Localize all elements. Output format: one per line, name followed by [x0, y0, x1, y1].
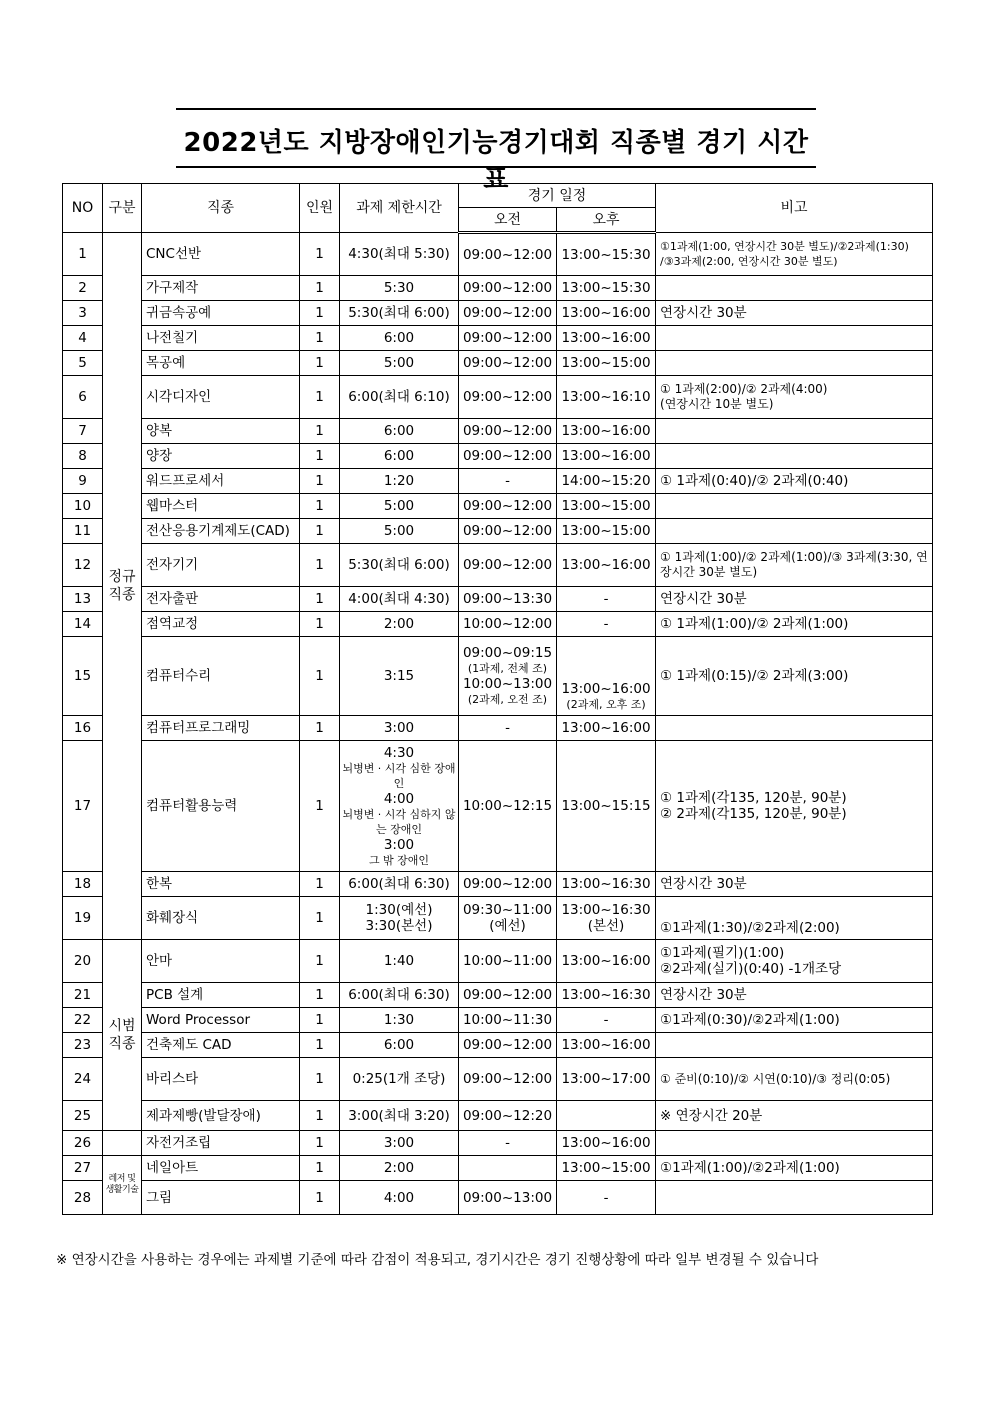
- cell-trade: CNC선반: [142, 233, 300, 276]
- cell-am: [459, 1156, 557, 1181]
- cell-trade: 전자기기: [142, 544, 300, 587]
- cell-people: 1: [300, 1131, 340, 1156]
- table-row: [63, 1008, 933, 1033]
- cell-people: 1: [300, 741, 340, 872]
- cell-trade: PCB 설계: [142, 983, 300, 1008]
- header-category: 구분: [103, 184, 142, 233]
- cell-people: 1: [300, 1033, 340, 1058]
- cell-limit: 3:00(최대 3:20): [340, 1101, 459, 1131]
- footnote: ※ 연장시간을 사용하는 경우에는 과제별 기준에 따라 감점이 적용되고, 경기시간은 경기 진행상황에 따라 일부 변경될 수 있습니다: [56, 1252, 819, 1268]
- cell-no: 5: [63, 351, 103, 376]
- table-row: [63, 233, 933, 276]
- cell-trade: 전산응용기계제도(CAD): [142, 519, 300, 544]
- cell-am: 09:00~13:00: [459, 1181, 557, 1215]
- cell-am: 09:00~12:00: [459, 301, 557, 326]
- cell-trade: 그림: [142, 1181, 300, 1215]
- cell-note: [656, 519, 933, 544]
- title-box: [176, 108, 816, 195]
- cell-am: 09:00~12:00: [459, 1058, 557, 1101]
- cell-am: 09:00~09:15 (1과제, 전체 조) 10:00~13:00 (2과제, 오전 조): [459, 637, 557, 716]
- table-row: [63, 741, 933, 872]
- table-row: [63, 519, 933, 544]
- cell-limit: 5:30(최대 6:00): [340, 301, 459, 326]
- cell-pm: -: [557, 612, 656, 637]
- table-row: [63, 544, 933, 587]
- cell-am: 09:00~12:00: [459, 1033, 557, 1058]
- cell-people: 1: [300, 376, 340, 419]
- cell-note: [656, 494, 933, 519]
- cell-limit: 2:00: [340, 612, 459, 637]
- category-regular: 정규 직종: [103, 233, 142, 940]
- cell-limit: 4:00: [340, 1181, 459, 1215]
- cell-no: 2: [63, 276, 103, 301]
- cell-no: 19: [63, 897, 103, 940]
- cell-note: ① 1과제(0:15)/② 2과제(3:00): [656, 637, 933, 716]
- table-row: [63, 716, 933, 741]
- cell-no: 18: [63, 872, 103, 897]
- cell-pm: 13:00~15:00: [557, 1156, 656, 1181]
- cell-pm: 14:00~15:20: [557, 469, 656, 494]
- cell-note: ① 준비(0:10)/② 시연(0:10)/③ 정리(0:05): [656, 1058, 933, 1101]
- header-remarks: 비고: [656, 184, 933, 233]
- cell-people: 1: [300, 494, 340, 519]
- cell-note: ①1과제(필기)(1:00) ②2과제(실기)(0:40) -1개조당: [656, 940, 933, 983]
- table-row: [63, 983, 933, 1008]
- cell-pm: 13:00~15:30: [557, 233, 656, 276]
- table-row: [63, 1156, 933, 1181]
- header-pm: 오후: [557, 208, 656, 233]
- cell-pm: 13:00~16:30 (본선): [557, 897, 656, 940]
- cell-am: 10:00~11:00: [459, 940, 557, 983]
- cell-no: 21: [63, 983, 103, 1008]
- cell-no: 22: [63, 1008, 103, 1033]
- cell-trade: 양복: [142, 419, 300, 444]
- cell-trade: 안마: [142, 940, 300, 983]
- cell-trade: 네일아트: [142, 1156, 300, 1181]
- cell-am: 09:00~12:00: [459, 351, 557, 376]
- table-row: [63, 587, 933, 612]
- cell-pm: 13:00~15:30: [557, 276, 656, 301]
- cell-pm: 13:00~16:00: [557, 716, 656, 741]
- cell-trade: 가구제작: [142, 276, 300, 301]
- cell-pm: 13:00~16:00: [557, 419, 656, 444]
- cell-am: 09:00~12:00: [459, 544, 557, 587]
- cell-no: 28: [63, 1181, 103, 1215]
- cell-limit: 6:00: [340, 444, 459, 469]
- cell-no: 24: [63, 1058, 103, 1101]
- cell-am: 09:00~12:00: [459, 419, 557, 444]
- table-row: [63, 1033, 933, 1058]
- cell-limit: 3:00: [340, 1131, 459, 1156]
- cell-trade: 나전칠기: [142, 326, 300, 351]
- table-row: [63, 376, 933, 419]
- cell-trade: 컴퓨터활용능력: [142, 741, 300, 872]
- cell-trade: 바리스타: [142, 1058, 300, 1101]
- cell-trade: 제과제빵(발달장애): [142, 1101, 300, 1131]
- cell-trade: 워드프로세서: [142, 469, 300, 494]
- cell-no: 17: [63, 741, 103, 872]
- cell-note: ①1과제(1:00)/②2과제(1:00): [656, 1156, 933, 1181]
- cell-people: 1: [300, 1101, 340, 1131]
- cell-pm: 13:00~17:00: [557, 1058, 656, 1101]
- cell-no: 8: [63, 444, 103, 469]
- cell-note: [656, 444, 933, 469]
- cell-people: 1: [300, 351, 340, 376]
- cell-limit: 1:40: [340, 940, 459, 983]
- cell-limit: 6:00(최대 6:10): [340, 376, 459, 419]
- cell-note: ①1과제(1:00, 연장시간 30분 별도)/②2과제(1:30) /③3과제(2:00, 연장시간 30분 별도): [656, 233, 933, 276]
- table-row: [63, 1101, 933, 1131]
- cell-pm: 13:00~16:00: [557, 1131, 656, 1156]
- cell-trade: 화훼장식: [142, 897, 300, 940]
- cell-people: 1: [300, 872, 340, 897]
- cell-pm: 13:00~15:15: [557, 741, 656, 872]
- schedule-table: [62, 183, 933, 1215]
- cell-am: 09:00~12:00: [459, 233, 557, 276]
- cell-no: 13: [63, 587, 103, 612]
- table-row: [63, 637, 933, 716]
- header-am: 오전: [459, 208, 557, 233]
- cell-note: [656, 326, 933, 351]
- cell-no: 3: [63, 301, 103, 326]
- cell-trade: 컴퓨터수리: [142, 637, 300, 716]
- cell-am: 09:30~11:00 (예선): [459, 897, 557, 940]
- cell-note: [656, 276, 933, 301]
- cell-note: ① 1과제(0:40)/② 2과제(0:40): [656, 469, 933, 494]
- cell-limit: 5:30: [340, 276, 459, 301]
- cell-pm: 13:00~16:00: [557, 940, 656, 983]
- table-row: [63, 940, 933, 983]
- page-title: 2022년도 지방장애인기능경기대회 직종별 경기 시간표: [183, 128, 809, 195]
- cell-no: 15: [63, 637, 103, 716]
- cell-limit: 5:00: [340, 519, 459, 544]
- table-row: [63, 469, 933, 494]
- cell-trade: 웹마스터: [142, 494, 300, 519]
- cell-note: 연장시간 30분: [656, 587, 933, 612]
- cell-am: 09:00~12:00: [459, 494, 557, 519]
- cell-trade: 점역교정: [142, 612, 300, 637]
- header-no: NO: [63, 184, 103, 233]
- cell-pm: 13:00~16:00 (2과제, 오후 조): [557, 637, 656, 716]
- cell-trade: 전자출판: [142, 587, 300, 612]
- cell-people: 1: [300, 587, 340, 612]
- cell-trade: 자전거조립: [142, 1131, 300, 1156]
- table-row: [63, 872, 933, 897]
- cell-people: 1: [300, 1156, 340, 1181]
- cell-limit: 6:00: [340, 419, 459, 444]
- cell-note: 연장시간 30분: [656, 301, 933, 326]
- cell-note: [656, 351, 933, 376]
- table-row: [63, 301, 933, 326]
- cell-limit: 6:00(최대 6:30): [340, 872, 459, 897]
- cell-am: 09:00~13:30: [459, 587, 557, 612]
- cell-pm: [557, 1101, 656, 1131]
- cell-am: 09:00~12:00: [459, 326, 557, 351]
- cell-pm: 13:00~16:00: [557, 301, 656, 326]
- cell-note: [656, 1181, 933, 1215]
- cell-no: 27: [63, 1156, 103, 1181]
- cell-pm: 13:00~16:00: [557, 1033, 656, 1058]
- cell-am: -: [459, 1131, 557, 1156]
- cell-people: 1: [300, 716, 340, 741]
- cell-people: 1: [300, 983, 340, 1008]
- table-row: [63, 419, 933, 444]
- cell-limit: 4:00(최대 4:30): [340, 587, 459, 612]
- cell-am: 10:00~12:00: [459, 612, 557, 637]
- cell-limit: 2:00: [340, 1156, 459, 1181]
- category-leisure: 레저 및 생활기술: [103, 1156, 142, 1215]
- cell-limit: 3:00: [340, 716, 459, 741]
- table-row: [63, 351, 933, 376]
- table-row: [63, 276, 933, 301]
- cell-pm: 13:00~16:00: [557, 544, 656, 587]
- cell-trade: 목공예: [142, 351, 300, 376]
- cell-pm: -: [557, 1008, 656, 1033]
- cell-trade: 귀금속공예: [142, 301, 300, 326]
- cell-no: 1: [63, 233, 103, 276]
- cell-pm: -: [557, 587, 656, 612]
- cell-limit: 5:00: [340, 351, 459, 376]
- cell-people: 1: [300, 612, 340, 637]
- table-row: [63, 897, 933, 940]
- cell-note: 연장시간 30분: [656, 872, 933, 897]
- cell-no: 25: [63, 1101, 103, 1131]
- cell-limit: 5:00: [340, 494, 459, 519]
- cell-no: 7: [63, 419, 103, 444]
- cell-no: 6: [63, 376, 103, 419]
- category-trial: 시범 직종: [103, 940, 142, 1131]
- cell-note: [656, 419, 933, 444]
- cell-no: 12: [63, 544, 103, 587]
- cell-no: 4: [63, 326, 103, 351]
- cell-limit: 4:30 뇌병변 · 시각 심한 장애인 4:00 뇌병변 · 시각 심하지 않는 장애인 3:00 그 밖 장애인: [340, 741, 459, 872]
- cell-note: [656, 716, 933, 741]
- cell-note: [656, 1033, 933, 1058]
- cell-limit: 1:20: [340, 469, 459, 494]
- category-blank: [103, 1131, 142, 1156]
- cell-am: 09:00~12:00: [459, 444, 557, 469]
- cell-note: ① 1과제(각135, 120분, 90분) ② 2과제(각135, 120분, 90분): [656, 741, 933, 872]
- cell-people: 1: [300, 1058, 340, 1101]
- cell-note: ①1과제(0:30)/②2과제(1:00): [656, 1008, 933, 1033]
- cell-trade: 시각디자인: [142, 376, 300, 419]
- cell-pm: 13:00~15:00: [557, 519, 656, 544]
- cell-trade: 건축제도 CAD: [142, 1033, 300, 1058]
- cell-limit: 6:00(최대 6:30): [340, 983, 459, 1008]
- cell-no: 11: [63, 519, 103, 544]
- cell-no: 20: [63, 940, 103, 983]
- cell-pm: 13:00~16:00: [557, 444, 656, 469]
- header-people: 인원: [300, 184, 340, 233]
- cell-note: ※ 연장시간 20분: [656, 1101, 933, 1131]
- cell-trade: 양장: [142, 444, 300, 469]
- cell-am: 09:00~12:00: [459, 983, 557, 1008]
- cell-am: 09:00~12:20: [459, 1101, 557, 1131]
- header-schedule: 경기 일정: [459, 184, 656, 208]
- cell-limit: 5:30(최대 6:00): [340, 544, 459, 587]
- header-time-limit: 과제 제한시간: [340, 184, 459, 233]
- table-row: [63, 1058, 933, 1101]
- cell-am: -: [459, 469, 557, 494]
- table-row: [63, 1131, 933, 1156]
- cell-pm: 13:00~16:30: [557, 872, 656, 897]
- cell-trade: 한복: [142, 872, 300, 897]
- cell-am: 09:00~12:00: [459, 276, 557, 301]
- table-row: [63, 326, 933, 351]
- cell-no: 10: [63, 494, 103, 519]
- cell-am: 09:00~12:00: [459, 872, 557, 897]
- cell-limit: 6:00: [340, 326, 459, 351]
- cell-people: 1: [300, 637, 340, 716]
- cell-pm: 13:00~16:10: [557, 376, 656, 419]
- cell-trade: 컴퓨터프로그래밍: [142, 716, 300, 741]
- cell-no: 26: [63, 1131, 103, 1156]
- cell-limit: 0:25(1개 조당): [340, 1058, 459, 1101]
- cell-am: 10:00~12:15: [459, 741, 557, 872]
- cell-people: 1: [300, 519, 340, 544]
- cell-note: [656, 1131, 933, 1156]
- cell-people: 1: [300, 276, 340, 301]
- cell-people: 1: [300, 897, 340, 940]
- cell-note: 연장시간 30분: [656, 983, 933, 1008]
- cell-pm: 13:00~16:30: [557, 983, 656, 1008]
- cell-limit: 6:00: [340, 1033, 459, 1058]
- cell-no: 14: [63, 612, 103, 637]
- header-trade: 직종: [142, 184, 300, 233]
- cell-people: 1: [300, 419, 340, 444]
- table-row: [63, 1181, 933, 1215]
- cell-am: 10:00~11:30: [459, 1008, 557, 1033]
- cell-no: 16: [63, 716, 103, 741]
- table-row: [63, 494, 933, 519]
- cell-no: 23: [63, 1033, 103, 1058]
- cell-people: 1: [300, 1181, 340, 1215]
- cell-limit: 1:30: [340, 1008, 459, 1033]
- cell-pm: 13:00~16:00: [557, 326, 656, 351]
- cell-people: 1: [300, 544, 340, 587]
- cell-people: 1: [300, 301, 340, 326]
- cell-trade: Word Processor: [142, 1008, 300, 1033]
- cell-limit: 3:15: [340, 637, 459, 716]
- cell-people: 1: [300, 326, 340, 351]
- cell-am: 09:00~12:00: [459, 376, 557, 419]
- cell-pm: 13:00~15:00: [557, 351, 656, 376]
- cell-note: ① 1과제(1:00)/② 2과제(1:00): [656, 612, 933, 637]
- cell-limit: 1:30(예선) 3:30(본선): [340, 897, 459, 940]
- cell-people: 1: [300, 233, 340, 276]
- cell-am: -: [459, 716, 557, 741]
- cell-note: ① 1과제(2:00)/② 2과제(4:00) (연장시간 10분 별도): [656, 376, 933, 419]
- cell-am: 09:00~12:00: [459, 519, 557, 544]
- cell-note: ①1과제(1:30)/②2과제(2:00): [656, 897, 933, 940]
- cell-note: ① 1과제(1:00)/② 2과제(1:00)/③ 3과제(3:30, 연장시간 30분 별도): [656, 544, 933, 587]
- cell-people: 1: [300, 444, 340, 469]
- table-row: [63, 612, 933, 637]
- cell-people: 1: [300, 469, 340, 494]
- table-row: [63, 444, 933, 469]
- cell-limit: 4:30(최대 5:30): [340, 233, 459, 276]
- cell-pm: -: [557, 1181, 656, 1215]
- cell-people: 1: [300, 1008, 340, 1033]
- cell-no: 9: [63, 469, 103, 494]
- cell-pm: 13:00~15:00: [557, 494, 656, 519]
- cell-people: 1: [300, 940, 340, 983]
